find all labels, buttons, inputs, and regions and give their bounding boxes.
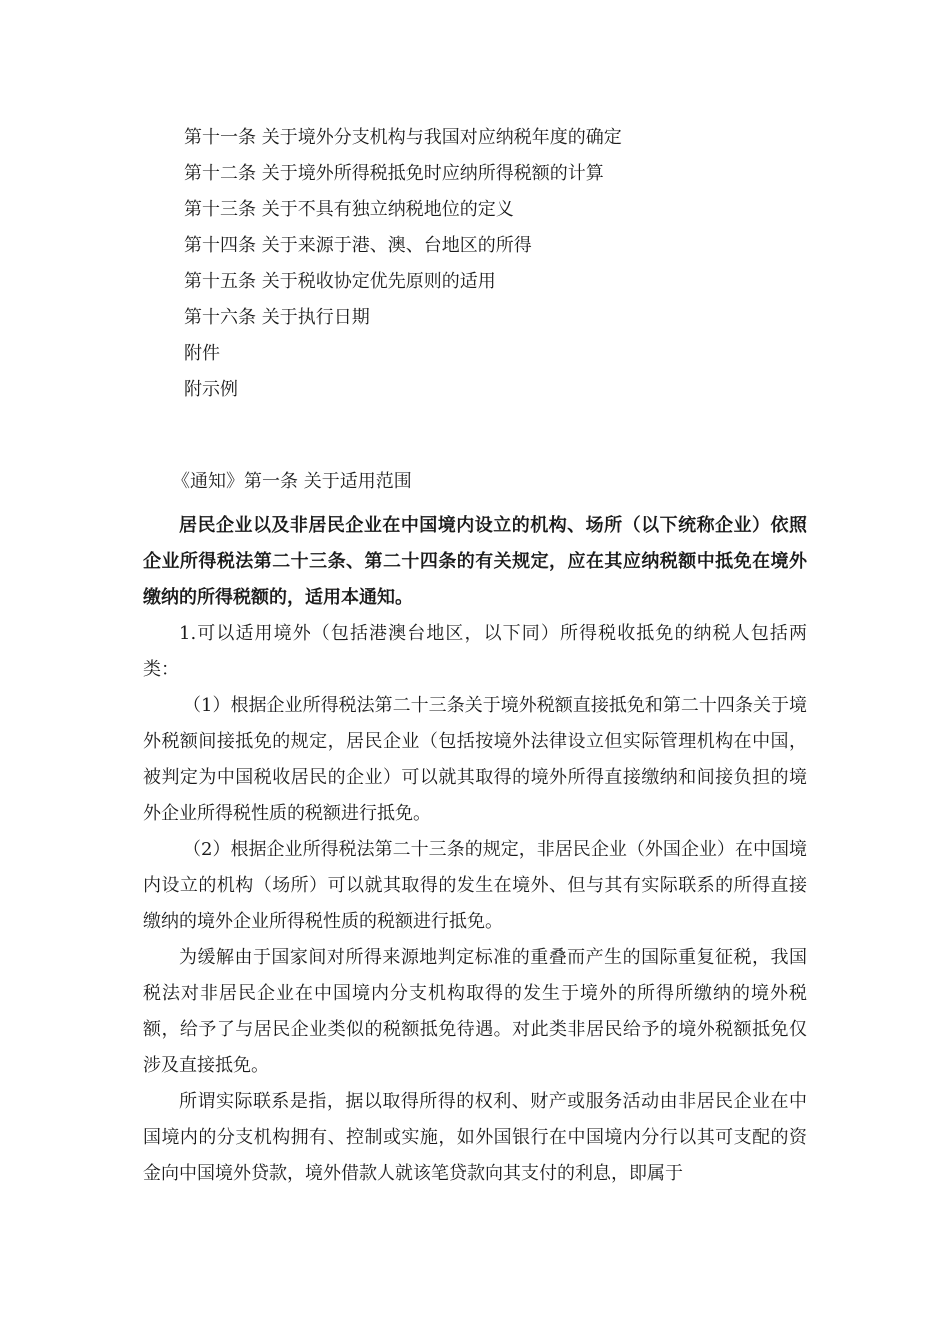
toc-item: 第十四条 关于来源于港、澳、台地区的所得 [184,235,532,256]
toc-item: 附示例 [184,379,238,400]
toc-item: 第十六条 关于执行日期 [184,307,370,328]
toc-item: 附件 [184,343,220,364]
toc-item: 第十三条 关于不具有独立纳税地位的定义 [184,199,514,220]
toc-item: 第十五条 关于税收协定优先原则的适用 [184,271,496,292]
bold-summary-paragraph: 居民企业以及非居民企业在中国境内设立的机构、场所（以下统称企业）依照企业所得税法第二十三条、第二十四条的有关规定，应在其应纳税额中抵免在境外缴纳的所得税额的，适用本通知。 [143,515,807,608]
paragraph: 所谓实际联系是指，据以取得所得的权利、财产或服务活动由非居民企业在中国境内的分支机构拥有、控制或实施，如外国银行在中国境内分行以其可支配的资金向中国境外贷款，境外借款人就该笔贷款向其支付的利息，即属于 [143,1091,807,1184]
table-of-contents [184,120,824,408]
paragraph: 为缓解由于国家间对所得来源地判定标准的重叠而产生的国际重复征税，我国税法对非居民企业在中国境内分支机构取得的发生于境外的所得所缴纳的境外税额，给予了与居民企业类似的税额抵免待遇。对此类非居民给予的境外税额抵免仅涉及直接抵免。 [143,947,807,1076]
paragraph: （2）根据企业所得税法第二十三条的规定，非居民企业（外国企业）在中国境内设立的机构（场所）可以就其取得的发生在境外、但与其有实际联系的所得直接缴纳的境外企业所得税性质的税额进行抵免。 [143,839,807,932]
section-title: 《通知》第一条 关于适用范围 [172,471,412,492]
paragraph: （1）根据企业所得税法第二十三条关于境外税额直接抵免和第二十四条关于境外税额间接抵免的规定，居民企业（包括按境外法律设立但实际管理机构在中国，被判定为中国税收居民的企业）可以就其取得的境外所得直接缴纳和间接负担的境外企业所得税性质的税额进行抵免。 [143,695,807,824]
paragraph: 1.可以适用境外（包括港澳台地区，以下同）所得税收抵免的纳税人包括两类： [143,623,807,680]
toc-item: 第十二条 关于境外所得税抵免时应纳所得税额的计算 [184,163,604,184]
toc-item: 第十一条 关于境外分支机构与我国对应纳税年度的确定 [184,127,622,148]
document-body [143,508,807,1192]
